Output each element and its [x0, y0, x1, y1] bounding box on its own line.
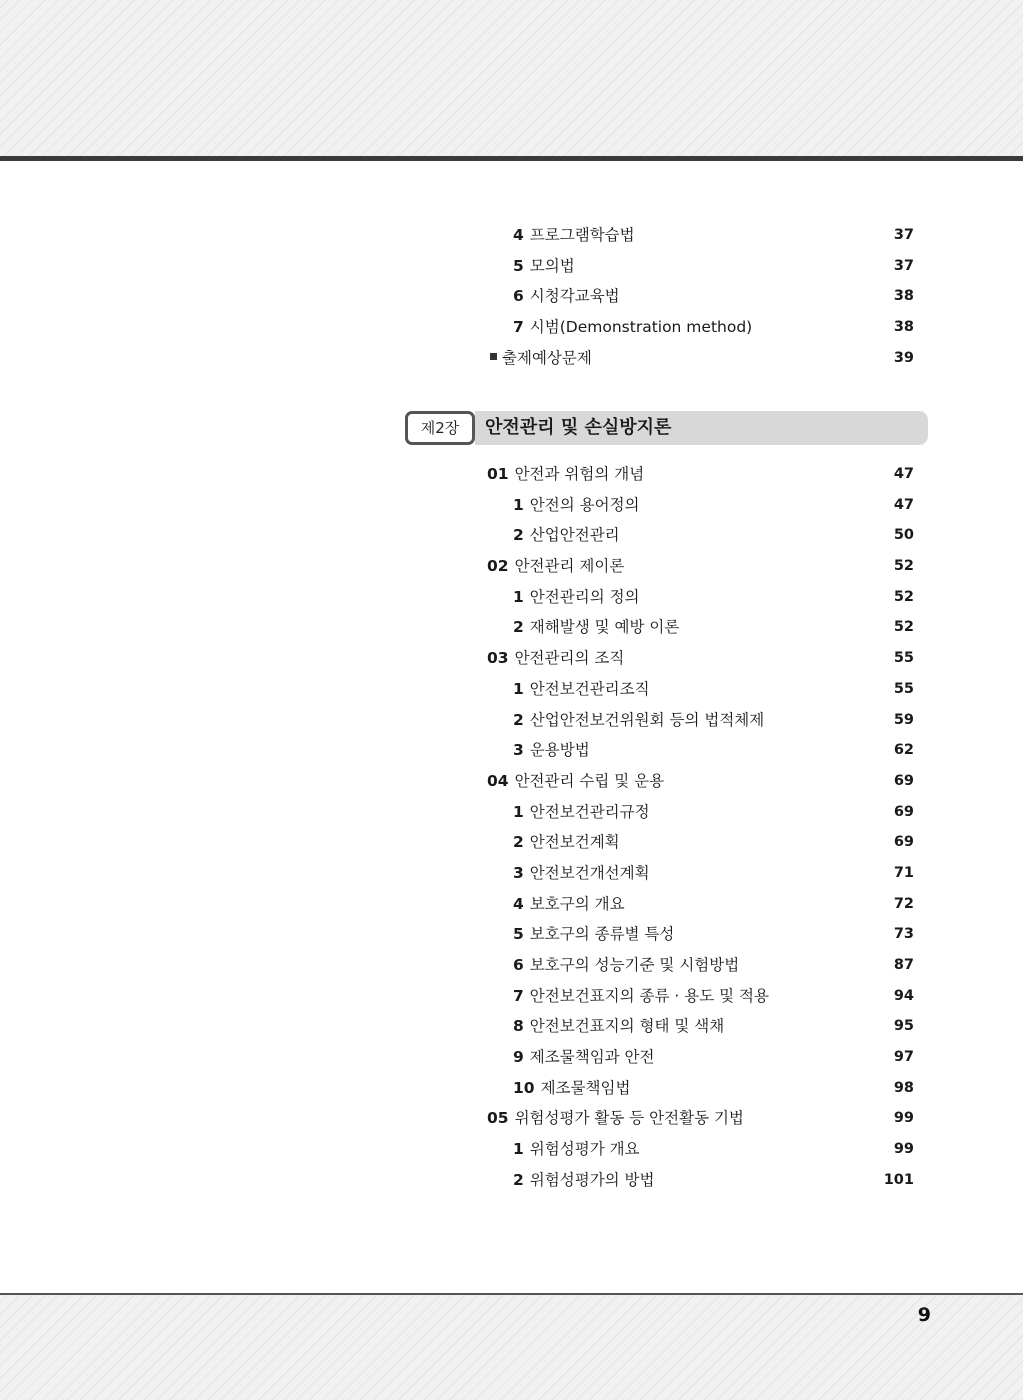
item-page: 47 — [893, 496, 914, 513]
item-page: 95 — [893, 1018, 914, 1035]
item-number: 6 — [513, 287, 524, 306]
toc-section[interactable] — [482, 643, 914, 674]
toc-item-exercises[interactable] — [482, 343, 914, 374]
item-number: 4 — [513, 226, 524, 244]
item-page: 50 — [893, 527, 914, 544]
toc-section[interactable] — [482, 459, 914, 490]
item-number: 1 — [513, 679, 524, 698]
header-rule — [0, 156, 1023, 161]
item-number: 5 — [513, 925, 524, 944]
item-title: 안전보건표지의 종류 · 용도 및 적용 — [529, 986, 769, 1005]
section-title: 안전관리의 조직 — [514, 649, 625, 668]
item-number: 1 — [513, 495, 524, 514]
item-title: 모의법 — [529, 256, 575, 275]
item-number: 10 — [513, 1078, 535, 1097]
toc-item[interactable] — [482, 797, 914, 828]
item-title: 프로그램학습법 — [529, 226, 635, 244]
item-number: 3 — [513, 863, 524, 882]
toc-section[interactable] — [482, 766, 914, 797]
footer-band — [0, 1295, 1023, 1400]
chapter-title[interactable]: 안전관리 및 손실방지론 — [485, 417, 672, 438]
section-title: 위험성평가 활동 등 안전활동 기법 — [514, 1109, 744, 1128]
item-title: 안전보건표지의 형태 및 색채 — [529, 1017, 725, 1036]
toc-item[interactable] — [482, 582, 914, 613]
item-title: 출제예상문제 — [502, 348, 592, 367]
item-number: 6 — [513, 956, 524, 974]
item-title: 제조물책임과 안전 — [529, 1048, 655, 1067]
item-number: 3 — [513, 741, 524, 760]
item-number: 2 — [513, 1170, 524, 1189]
item-title: 안전관리의 정의 — [529, 587, 640, 606]
item-title: 보호구의 종류별 특성 — [529, 925, 675, 944]
item-number: 2 — [513, 526, 524, 545]
item-number: 4 — [513, 894, 524, 913]
toc-item[interactable] — [482, 490, 914, 521]
item-title: 위험성평가 개요 — [529, 1140, 640, 1159]
item-page: 72 — [893, 895, 914, 912]
item-page: 73 — [893, 926, 914, 943]
item-page: 98 — [893, 1079, 914, 1096]
item-page: 101 — [883, 1171, 914, 1188]
toc-item[interactable] — [482, 251, 914, 282]
item-page: 59 — [893, 711, 914, 728]
toc-item[interactable] — [482, 827, 914, 858]
item-title: 보호구의 성능기준 및 시험방법 — [529, 956, 740, 974]
toc-item[interactable] — [482, 981, 914, 1012]
item-page: 69 — [893, 834, 914, 851]
item-title: 안전보건개선계획 — [529, 863, 650, 882]
toc-item[interactable] — [482, 889, 914, 920]
item-page: 94 — [893, 987, 914, 1004]
item-number: 7 — [513, 986, 524, 1005]
chapter-label: 제2장 — [405, 411, 475, 445]
item-number: 2 — [513, 618, 524, 637]
item-page: 37 — [893, 227, 914, 243]
item-page: 37 — [893, 257, 914, 274]
toc-item[interactable] — [482, 858, 914, 889]
item-number: 5 — [513, 256, 524, 275]
item-number: 9 — [513, 1048, 524, 1067]
item-title: 안전보건관리규정 — [529, 802, 650, 821]
item-number: 1 — [513, 802, 524, 821]
item-title: 안전의 용어정의 — [529, 495, 640, 514]
section-number: 03 — [487, 649, 509, 668]
item-page: 52 — [893, 588, 914, 605]
item-title: 보호구의 개요 — [529, 894, 625, 913]
section-page: 52 — [893, 558, 914, 575]
item-title: 안전보건계획 — [529, 833, 620, 852]
item-title: 위험성평가의 방법 — [529, 1170, 655, 1189]
item-page: 52 — [893, 619, 914, 636]
item-page: 99 — [893, 1141, 914, 1158]
item-title: 산업안전보건위원회 등의 법적체제 — [529, 710, 765, 729]
item-title: 산업안전관리 — [529, 526, 620, 545]
item-page: 39 — [893, 349, 914, 366]
item-page: 87 — [893, 957, 914, 973]
item-title: 운용방법 — [529, 741, 590, 760]
toc-item[interactable] — [482, 950, 914, 981]
item-number: 2 — [513, 833, 524, 852]
toc-item[interactable] — [482, 312, 914, 343]
item-page: 55 — [893, 680, 914, 697]
toc-continued — [482, 220, 914, 373]
toc-item[interactable] — [482, 612, 914, 643]
section-page: 99 — [893, 1110, 914, 1127]
item-page: 97 — [893, 1049, 914, 1066]
section-page: 47 — [893, 466, 914, 482]
toc-item[interactable] — [482, 1073, 914, 1104]
item-title: 시범(Demonstration method) — [529, 318, 753, 337]
section-page: 55 — [893, 650, 914, 667]
section-number: 01 — [487, 465, 509, 483]
item-page: 38 — [893, 319, 914, 336]
toc-item[interactable] — [482, 1011, 914, 1042]
item-number: 1 — [513, 1140, 524, 1159]
item-title: 시청각교육법 — [529, 287, 620, 306]
toc-item[interactable] — [482, 1042, 914, 1073]
toc-item[interactable] — [482, 220, 914, 251]
item-title: 안전보건관리조직 — [529, 679, 650, 698]
item-number: 1 — [513, 587, 524, 606]
item-page: 71 — [893, 864, 914, 881]
item-number: 2 — [513, 710, 524, 729]
toc-item[interactable] — [482, 919, 914, 950]
header-band — [0, 0, 1023, 156]
toc-item[interactable] — [482, 520, 914, 551]
item-page: 69 — [893, 803, 914, 820]
item-number: 7 — [513, 318, 524, 337]
toc-section[interactable] — [482, 1103, 914, 1134]
section-title: 안전관리 수립 및 운용 — [514, 771, 665, 790]
toc-item[interactable] — [482, 735, 914, 766]
item-page: 62 — [893, 742, 914, 759]
section-page: 69 — [893, 772, 914, 789]
item-title: 제조물책임법 — [540, 1078, 631, 1097]
section-number: 04 — [487, 771, 509, 790]
toc-item[interactable] — [482, 1165, 914, 1196]
item-page: 38 — [893, 288, 914, 305]
item-number: 8 — [513, 1017, 524, 1036]
toc-item[interactable] — [482, 281, 914, 312]
toc-item[interactable] — [482, 705, 914, 736]
section-title: 안전관리 제이론 — [514, 557, 625, 576]
page-number: 9 — [917, 1304, 931, 1326]
toc-section[interactable] — [482, 551, 914, 582]
item-title: 재해발생 및 예방 이론 — [529, 618, 680, 637]
toc-chapter-2 — [482, 459, 914, 1196]
square-bullet-icon — [490, 353, 497, 360]
section-number: 05 — [487, 1109, 509, 1128]
toc-item[interactable] — [482, 1134, 914, 1165]
toc-item[interactable] — [482, 674, 914, 705]
section-title: 안전과 위험의 개념 — [514, 465, 645, 483]
section-number: 02 — [487, 557, 509, 576]
